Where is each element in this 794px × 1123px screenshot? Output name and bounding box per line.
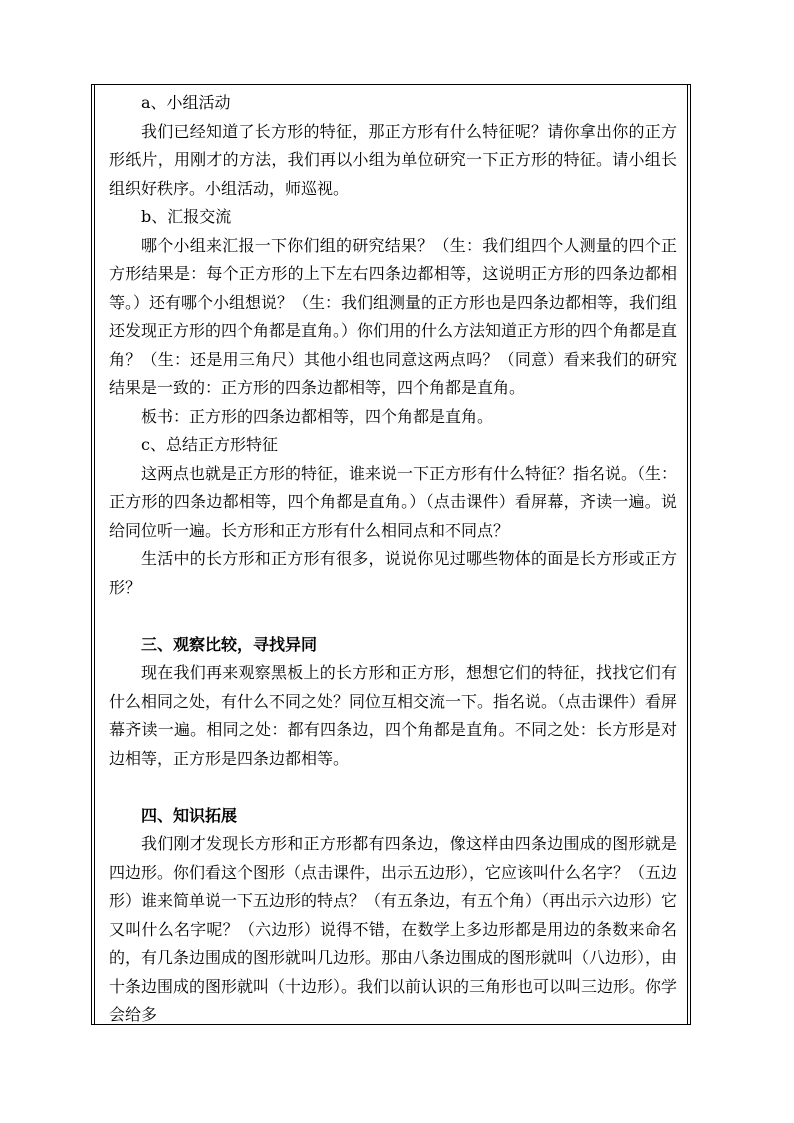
body-paragraph: 生活中的长方形和正方形有很多，说说你见过哪些物体的面是长方形或正方形？ [109, 549, 677, 597]
sub-heading: c、总结正方形特征 [141, 435, 278, 454]
body-paragraph: 板书：正方形的四条边都相等，四个角都是直角。 [141, 406, 494, 426]
body-paragraph: 现在我们再来观察黑板上的长方形和正方形，想想它们的特征，找找它们有什么相同之处，有什么不同之处？同位互相交流一下。指名说。（点击课件）看屏幕齐读一遍。相同之处：都有四条边，四个角都是直角。不同之处：长方形是对边相等，正方形是四条边都相等。 [109, 663, 678, 768]
body-paragraph: 这两点也就是正方形的特征，谁来说一下正方形有什么特征？指名说。（生：正方形的四条边都相等，四个角都是直角。）（点击课件）看屏幕，齐读一遍。说给同位听一遍。长方形和正方形有什么相同点和不同点？ [109, 463, 678, 540]
sub-heading: b、汇报交流 [141, 207, 232, 226]
lesson-content [109, 89, 677, 1030]
section-heading: 三、观察比较，寻找异同 [141, 634, 318, 654]
sub-heading: a、小组活动 [141, 93, 231, 112]
section-heading: 四、知识拓展 [141, 805, 238, 825]
table-cell-frame [91, 84, 691, 1025]
body-paragraph: 我们刚才发现长方形和正方形都有四条边，像这样由四条边围成的图形就是四边形。你们看这个图形（点击课件，出示五边形），它应该叫什么名字？（五边形）谁来简单说一下五边形的特点？（有五条边，有五个角）（再出示六边形）它又叫什么名字呢？（六边形）说得不错，在数学上多边形都是用边的条数来命名的，有几条边围成的图形就叫几边形。那由八条边围成的图形就叫（八边形），由十条边围成的图形就叫（十边形）。我们以前认识的三角形也可以叫三边形。你学会给多 [109, 834, 678, 1024]
body-paragraph: 我们已经知道了长方形的特征，那正方形有什么特征呢？请你拿出你的正方形纸片，用刚才的方法，我们再以小组为单位研究一下正方形的特征。请小组长组织好秩序。小组活动，师巡视。 [109, 121, 677, 198]
body-paragraph: 哪个小组来汇报一下你们组的研究结果？（生：我们组四个人测量的四个正方形结果是：每个正方形的上下左右四条边都相等，这说明正方形的四条边都相等。）还有哪个小组想说？（生：我们组测量的正方形也是四条边都相等，我们组还发现正方形的四个角都是直角。）你们用的什么方法知道正方形的四个角都是直角？（生：还是用三角尺）其他小组也同意这两点吗？（同意）看来我们的研究结果是一致的：正方形的四条边都相等，四个角都是直角。 [109, 235, 678, 397]
